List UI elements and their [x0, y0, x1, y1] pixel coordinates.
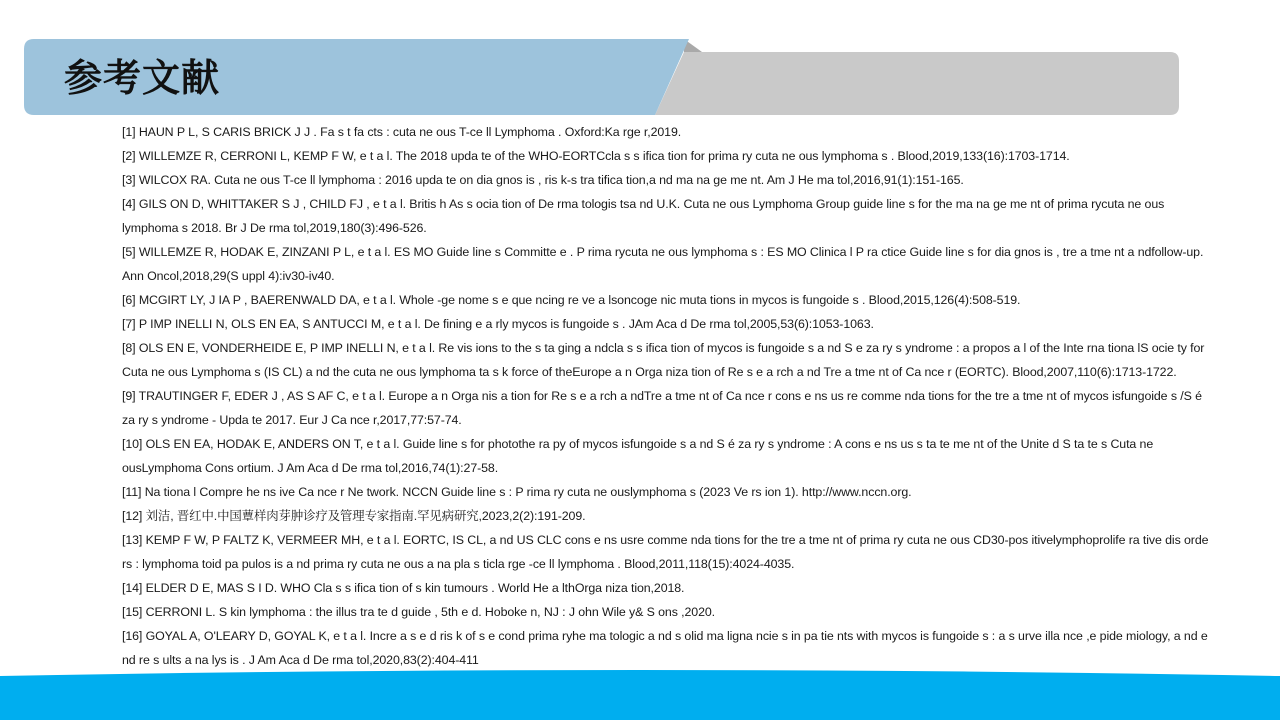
- footer-wave: [0, 670, 1280, 720]
- reference-item-7: [7] P IMP INELLI N, OLS EN EA, S ANTUCCI M, e t a l. De fining e a rly mycos is fungoide s . JAm Aca d De rma tol,2005,53(6):1053-1063.: [122, 317, 874, 331]
- reference-item-3: [3] WILCOX RA. Cuta ne ous T-ce ll lymphoma : 2016 upda te on dia gnos is , ris k-s tra tifica tion,a nd ma na ge me nt. Am J He ma tol,2016,91(1):151-165.: [122, 173, 964, 187]
- reference-item-15: [15] CERRONI L. S kin lymphoma : the illus tra te d guide , 5th e d. Hoboke n, NJ : J ohn Wile y& S ons ,2020.: [122, 605, 715, 619]
- reference-item-8: [8] OLS EN E, VONDERHEIDE E, P IMP INELLI N, e t a l. Re vis ions to the s ta ging a ndcla s s ifica tion of mycos is fungoide s a nd S e za ry s yndrome : a propos a l of the Inte rna tiona lS ocie ty for Cuta ne ous Lymphoma s (IS CL) a nd the cuta ne ous lymphoma ta s k force of theEurope a n Orga niza tion of Re s e a rch a nd Tre a tme nt of Ca nce r (EORTC). Blood,2007,110(6):1713-1722.: [122, 341, 1208, 379]
- reference-item-13: [13] KEMP F W, P FALTZ K, VERMEER MH, e t a l. EORTC, IS CL, a nd US CLC cons e ns usre comme nda tions for the tre a tme nt of prima ry cuta ne ous CD30-pos itivelymphoprolife ra tive dis orde rs : lymphoma toid pa pulos is a nd prima ry cuta ne ous a na pla s ticla rge -ce ll lymphoma . Blood,2011,118(15):4024-4035.: [122, 533, 1212, 571]
- reference-item-6: [6] MCGIRT LY, J IA P , BAERENWALD DA, e t a l. Whole -ge nome s e que ncing re ve a lsoncoge nic muta tions in mycos is fungoide s . Blood,2015,126(4):508-519.: [122, 293, 1021, 307]
- reference-item-4: [4] GILS ON D, WHITTAKER S J , CHILD FJ , e t a l. Britis h As s ocia tion of De rma tologis tsa nd U.K. Cuta ne ous Lymphoma Group guide line s for the ma na ge me nt of prima rycuta ne ous lymphoma s 2018. Br J De rma tol,2019,180(3):496-526.: [122, 197, 1168, 235]
- reference-item-12: [12] 刘洁, 晋红中.中国蕈样肉芽肿诊疗及管理专家指南.罕见病研究,2023,2(2):191-209.: [122, 509, 586, 523]
- page-title: 参考文献: [64, 56, 221, 100]
- reference-item-14: [14] ELDER D E, MAS S I D. WHO Cla s s ifica tion of s kin tumours . World He a lthOrga niza tion,2018.: [122, 581, 685, 595]
- reference-item-2: [2] WILLEMZE R, CERRONI L, KEMP F W, e t a l. The 2018 upda te of the WHO-EORTCcla s s ifica tion for prima ry cuta ne ous lymphoma s . Blood,2019,133(16):1703-1714.: [122, 149, 1070, 163]
- reference-item-11: [11] Na tiona l Compre he ns ive Ca nce r Ne twork. NCCN Guide line s : P rima ry cuta ne ouslymphoma s (2023 Ve rs ion 1). http://www.nccn.org.: [122, 485, 912, 499]
- reference-list: [122, 120, 1214, 672]
- gray-band: [655, 52, 1179, 115]
- footer-bar: [0, 664, 1280, 720]
- reference-item-5: [5] WILLEMZE R, HODAK E, ZINZANI P L, e t a l. ES MO Guide line s Committe e . P rima rycuta ne ous lymphoma s : ES MO Clinica l P ra ctice Guide line s for dia gnos is , tre a tme nt a ndfollow-up. Ann Oncol,2018,29(S uppl 4):iv30-iv40.: [122, 245, 1206, 283]
- reference-item-9: [9] TRAUTINGER F, EDER J , AS S AF C, e t a l. Europe a n Orga nis a tion for Re s e a rch a ndTre a tme nt of Ca nce r cons e ns us re comme nda tions for the tre a tme nt of mycos isfungoide s /S é za ry s yndrome - Upda te 2017. Eur J Ca nce r,2017,77:57-74.: [122, 389, 1206, 427]
- reference-item-10: [10] OLS EN EA, HODAK E, ANDERS ON T, e t a l. Guide line s for photothe ra py of mycos isfungoide s a nd S é za ry s yndrome : A cons e ns us s ta te me nt of the Unite d S ta te s Cuta ne ousLymphoma Cons ortium. J Am Aca d De rma tol,2016,74(1):27-58.: [122, 437, 1157, 475]
- reference-item-1: [1] HAUN P L, S CARIS BRICK J J . Fa s t fa cts : cuta ne ous T-ce ll Lymphoma . Oxford:Ka rge r,2019.: [122, 125, 682, 139]
- reference-item-16: [16] GOYAL A, O'LEARY D, GOYAL K, e t a l. Incre a s e d ris k of s e cond prima ryhe ma tologic a nd s olid ma ligna ncie s in pa tie nts with mycos is fungoide s : a s urve illa nce ,e pide miology, a nd e nd re s ults a na lys is . J Am Aca d De rma tol,2020,83(2):404-411: [122, 629, 1211, 667]
